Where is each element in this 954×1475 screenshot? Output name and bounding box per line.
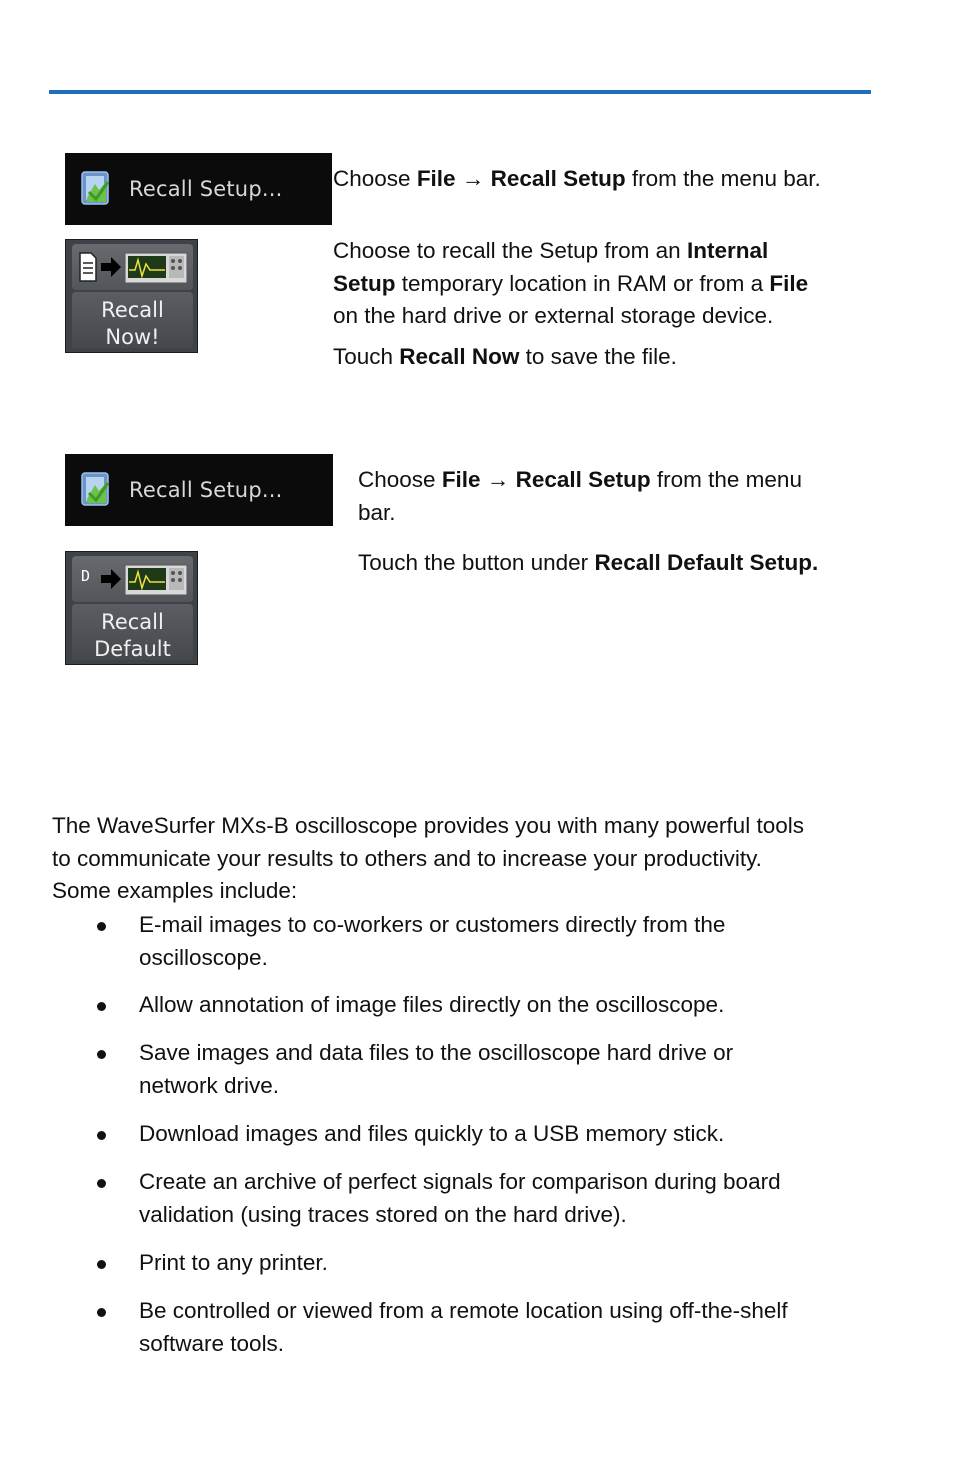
recall-now-button-image <box>65 239 198 353</box>
bullet-icon <box>97 1131 106 1140</box>
bullet-icon <box>97 1308 106 1317</box>
header-rule <box>49 90 871 94</box>
s1-step3: Touch Recall Now to save the file. <box>333 344 677 369</box>
document-to-scope-icon <box>77 250 189 286</box>
recall-setup-icon <box>79 170 113 208</box>
bullet-icon <box>97 922 106 931</box>
bullet-icon <box>97 1179 106 1188</box>
s1-step1: Choose File → Recall Setup from the menu bar. <box>333 166 821 191</box>
recall-setup-menu-image-2 <box>65 454 333 526</box>
s2-step1: Choose File → Recall Setup from the menu bar. <box>358 467 802 525</box>
recall-default-label-line2: Default <box>94 637 171 661</box>
bullet-icon <box>97 1260 106 1269</box>
recall-setup-menu-label: Recall Setup... <box>129 478 283 502</box>
recall-setup-icon <box>79 471 113 509</box>
s2-step2: Touch the button under Recall Default Setup. <box>358 550 819 575</box>
bullet-icon <box>97 1002 106 1011</box>
intro-paragraph: The WaveSurfer MXs-B oscilloscope provides you with many powerful tools to communicate your results to others and to increase your productivity. Some examples include: <box>52 813 804 903</box>
recall-setup-menu-label: Recall Setup... <box>129 177 283 201</box>
recall-default-label-line1: Recall <box>101 610 164 634</box>
recall-now-label-line1: Recall <box>101 298 164 322</box>
default-to-scope-icon <box>77 562 189 598</box>
recall-now-label-line2: Now! <box>105 325 160 349</box>
recall-setup-menu-image <box>65 153 332 225</box>
bullet-icon <box>97 1050 106 1059</box>
s1-step2: Choose to recall the Setup from an Internal Setup temporary location in RAM or from a File on the hard drive or external storage device. <box>333 238 809 328</box>
default-badge: D <box>81 567 91 585</box>
recall-default-button-image <box>65 551 198 665</box>
